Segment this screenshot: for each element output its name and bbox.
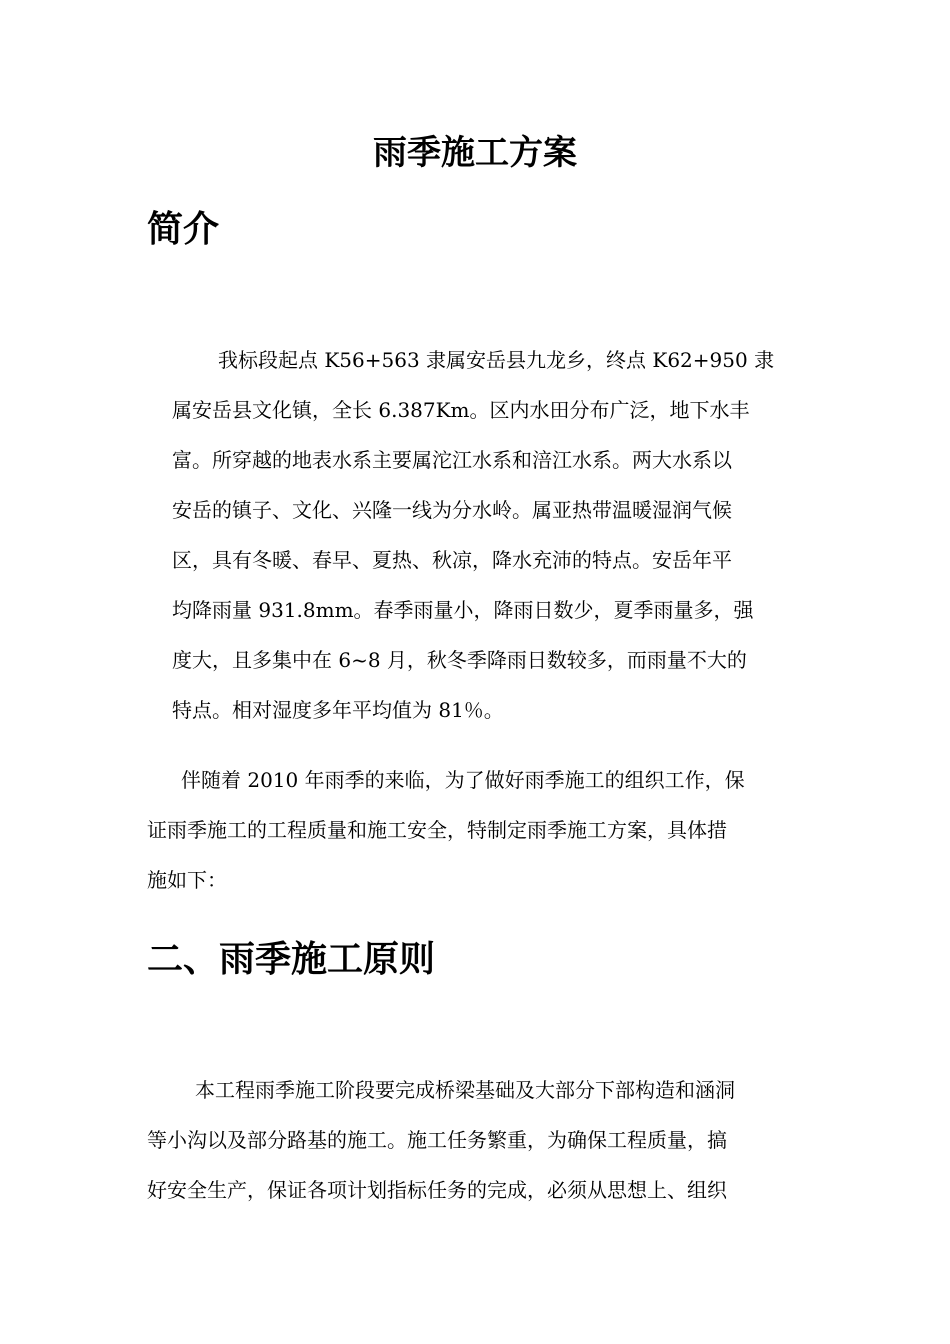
intro-paragraph-line: 特点。相对湿度多年平均值为 81％。 bbox=[172, 698, 504, 722]
purpose-paragraph-line: 施如下： bbox=[147, 868, 227, 892]
principles-paragraph-line: 等小沟以及部分路基的施工。施工任务繁重，为确保工程质量，搞 bbox=[147, 1128, 727, 1152]
principles-paragraph-line: 本工程雨季施工阶段要完成桥梁基础及大部分下部构造和涵洞 bbox=[195, 1078, 735, 1102]
purpose-paragraph-line: 伴随着 2010 年雨季的来临，为了做好雨季施工的组织工作，保 bbox=[181, 768, 745, 792]
principles-paragraph-line: 好安全生产，保证各项计划指标任务的完成，必须从思想上、组织 bbox=[147, 1178, 727, 1202]
purpose-paragraph-line: 证雨季施工的工程质量和施工安全，特制定雨季施工方案，具体措 bbox=[147, 818, 727, 842]
section-heading-principles: 二、雨季施工原则 bbox=[147, 939, 436, 980]
purpose-paragraph bbox=[147, 755, 806, 905]
intro-paragraph-line: 安岳的镇子、文化、兴隆一线为分水岭。属亚热带温暖湿润气候 bbox=[172, 498, 732, 522]
intro-paragraph-line: 属安岳县文化镇，全长 6.387Km。区内水田分布广泛，地下水丰 bbox=[172, 398, 750, 422]
intro-paragraph-line: 区，具有冬暖、春早、夏热、秋凉，降水充沛的特点。安岳年平 bbox=[172, 548, 732, 572]
intro-paragraph-line: 度大，且多集中在 6~8 月，秋冬季降雨日数较多，而雨量不大的 bbox=[172, 648, 747, 672]
document-title: 雨季施工方案 bbox=[373, 133, 577, 173]
intro-paragraph-line: 富。所穿越的地表水系主要属沱江水系和涪江水系。两大水系以 bbox=[172, 448, 732, 472]
intro-paragraph-line: 均降雨量 931.8mm。春季雨量小，降雨日数少，夏季雨量多，强 bbox=[172, 598, 754, 622]
intro-paragraph-line: 我标段起点 K56+563 隶属安岳县九龙乡，终点 K62+950 隶 bbox=[218, 348, 775, 372]
section-heading-intro: 简介 bbox=[147, 209, 220, 250]
principles-paragraph bbox=[147, 1065, 806, 1215]
intro-paragraph bbox=[172, 335, 806, 735]
